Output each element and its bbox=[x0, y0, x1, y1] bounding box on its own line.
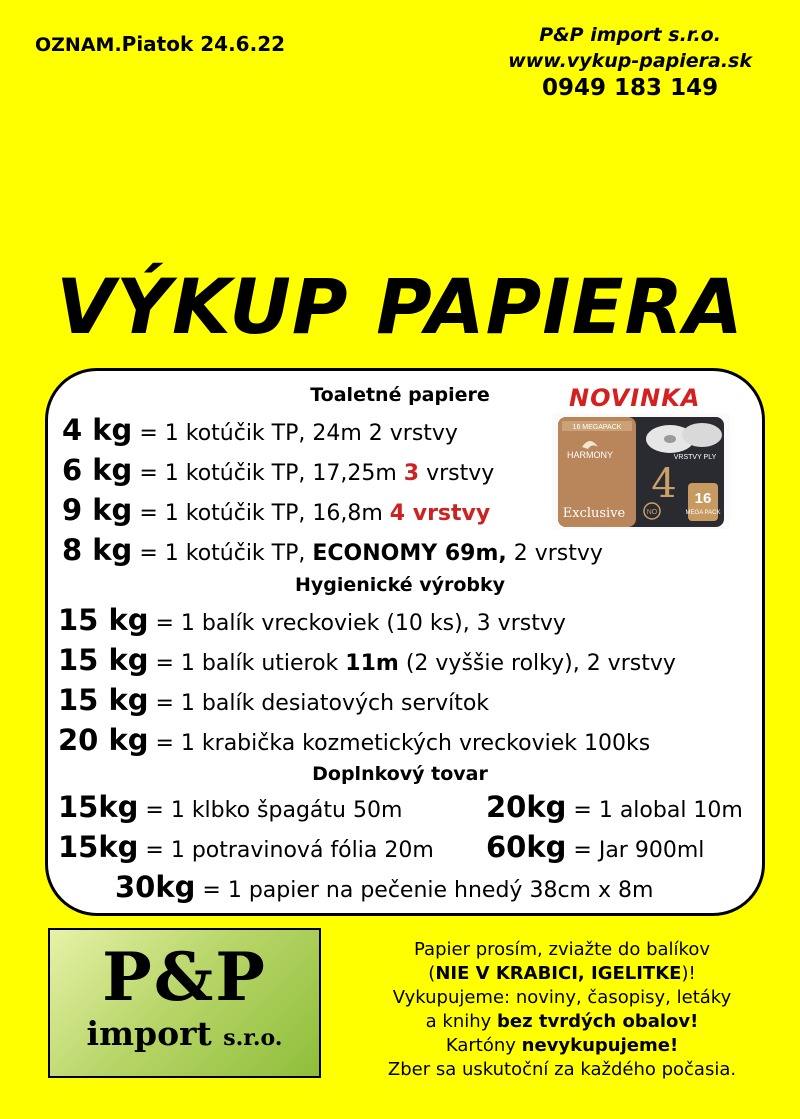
company-logo bbox=[48, 928, 321, 1078]
novinka-badge: NOVINKA bbox=[569, 384, 701, 412]
highlight-text: 11m bbox=[345, 651, 399, 676]
reward-text: = 1 kotúčik TP, 16,8m bbox=[132, 501, 390, 526]
logo-main: P&P bbox=[102, 938, 267, 1016]
info-line: (NIE V KRABICI, IGELITKE)! bbox=[428, 963, 696, 984]
weight-value: 15 kg bbox=[58, 643, 149, 677]
toilet-paper-pack-image bbox=[552, 413, 730, 529]
reward-text: = 1 kotúčik TP, 17,25m bbox=[132, 461, 404, 486]
price-row bbox=[62, 493, 490, 527]
company-name: P&P import s.r.o. bbox=[539, 24, 721, 46]
weight-value: 9 kg bbox=[62, 493, 133, 527]
notice-date: Piatok 24.6.22 bbox=[121, 32, 286, 56]
product-ply-number: 4 bbox=[651, 461, 677, 507]
reward-text: = 1 kotúčik TP, bbox=[132, 541, 313, 566]
reward-text: = 1 balík desiatových servítok bbox=[148, 691, 490, 716]
info-line: Papier prosím, zviažte do balíkov bbox=[414, 939, 710, 960]
price-row bbox=[58, 603, 566, 637]
price-row bbox=[58, 723, 650, 757]
highlight-text: 4 vrstvy bbox=[389, 501, 491, 526]
price-row bbox=[62, 453, 494, 487]
price-row bbox=[58, 790, 402, 824]
product-line: Exclusive bbox=[562, 506, 626, 521]
info-line: a knihy bez tvrdých obalov! bbox=[425, 1011, 699, 1032]
product-top-label: 16 MEGAPACK bbox=[572, 424, 622, 431]
reward-text: (2 vyššie rolky), 2 vrstvy bbox=[398, 651, 676, 676]
price-row bbox=[62, 413, 458, 447]
website-link[interactable]: www.vykup-papiera.sk bbox=[508, 50, 752, 72]
reward-text: = 1 alobal 10m bbox=[566, 798, 743, 823]
reward-text: = 1 krabička kozmetických vreckoviek 100ks bbox=[148, 731, 651, 756]
weight-value: 4 kg bbox=[62, 413, 133, 447]
info-line: Kartóny nevykupujeme! bbox=[445, 1035, 679, 1056]
logo-subtitle bbox=[50, 1014, 319, 1053]
section-heading-hygiene: Hygienické výrobky bbox=[294, 574, 506, 596]
price-row bbox=[486, 790, 743, 824]
weight-value: 60kg bbox=[486, 830, 567, 864]
info-emphasis: nevykupujeme! bbox=[521, 1035, 679, 1056]
notice-label: OZNAM. bbox=[35, 34, 122, 56]
page-title: VÝKUP PAPIERA bbox=[56, 262, 744, 351]
weight-value: 15 kg bbox=[58, 683, 149, 717]
reward-text: = 1 balík utierok bbox=[148, 651, 346, 676]
price-row bbox=[58, 643, 676, 677]
info-line: Zber sa uskutoční za každého počasia. bbox=[387, 1059, 737, 1080]
reward-text: = Jar 900ml bbox=[566, 838, 705, 863]
info-line: Vykupujeme: noviny, časopisy, letáky bbox=[392, 987, 732, 1008]
price-row bbox=[115, 870, 653, 904]
weight-value: 15kg bbox=[58, 830, 139, 864]
price-row bbox=[486, 830, 704, 864]
reward-text: 2 vrstvy bbox=[506, 541, 603, 566]
reward-text: = 1 balík vreckoviek (10 ks), 3 vrstvy bbox=[148, 611, 566, 636]
weight-value: 6 kg bbox=[62, 453, 133, 487]
logo-word: import bbox=[86, 1014, 212, 1053]
weight-value: 20 kg bbox=[58, 723, 149, 757]
price-row bbox=[62, 533, 603, 567]
info-text-block bbox=[340, 938, 784, 1082]
contact-block bbox=[508, 24, 752, 101]
weight-value: 15 kg bbox=[58, 603, 149, 637]
notice-line bbox=[35, 32, 285, 56]
reward-text: = 1 potravinová fólia 20m bbox=[138, 838, 434, 863]
reward-text: = 1 klbko špagátu 50m bbox=[138, 798, 403, 823]
logo-suffix: s.r.o. bbox=[223, 1025, 283, 1051]
reward-text: = 1 papier na pečenie hnedý 38cm x 8m bbox=[195, 878, 654, 903]
reward-text: vrstvy bbox=[419, 461, 495, 486]
weight-value: 20kg bbox=[486, 790, 567, 824]
highlight-text: 3 bbox=[403, 461, 420, 486]
product-sub-label: NO bbox=[646, 509, 658, 516]
product-pack-number: 16 bbox=[694, 490, 712, 507]
weight-value: 8 kg bbox=[62, 533, 133, 567]
phone-number[interactable]: 0949 183 149 bbox=[542, 75, 719, 101]
section-heading-extra: Doplnkový tovar bbox=[312, 763, 488, 785]
info-emphasis: NIE V KRABICI, IGELITKE bbox=[435, 963, 682, 984]
price-row bbox=[58, 830, 434, 864]
reward-text: = 1 kotúčik TP, 24m 2 vrstvy bbox=[132, 421, 458, 446]
product-pack-label: MEGA PACK bbox=[685, 510, 721, 516]
weight-value: 15kg bbox=[58, 790, 139, 824]
highlight-text: ECONOMY 69m, bbox=[312, 541, 507, 566]
price-row bbox=[58, 683, 489, 717]
product-brand: HARMONY bbox=[566, 450, 614, 460]
weight-value: 30kg bbox=[115, 870, 196, 904]
info-emphasis: bez tvrdých obalov! bbox=[497, 1011, 699, 1032]
section-heading-toilet: Toaletné papiere bbox=[310, 384, 490, 406]
product-ply-label: VRSTVY PLY bbox=[673, 454, 717, 461]
